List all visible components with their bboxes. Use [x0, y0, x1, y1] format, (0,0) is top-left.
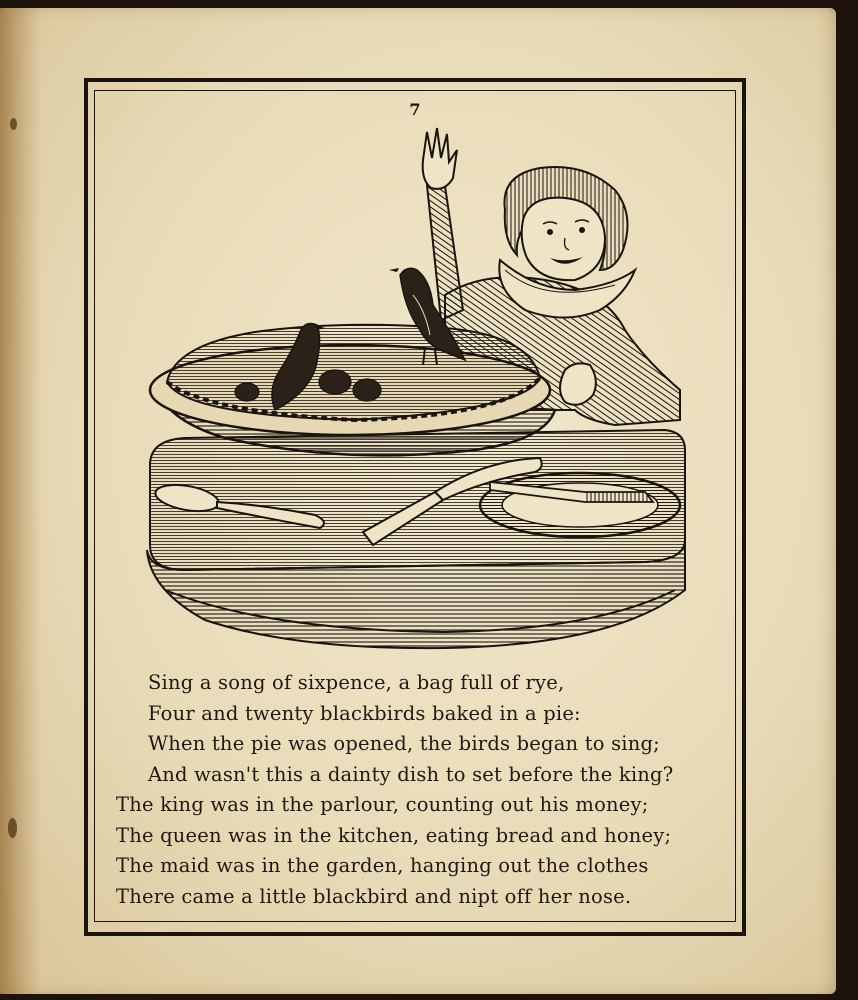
verse-line: The maid was in the garden, hanging out the clothes	[116, 854, 649, 877]
page-number: 7	[409, 100, 421, 119]
spine-stain	[0, 8, 42, 994]
verse-line: Sing a song of sixpence, a bag full of rye,	[148, 671, 565, 694]
verse-line: And wasn't this a dainty dish to set before the king?	[148, 762, 674, 786]
verse-line: There came a little blackbird and nipt off her nose.	[116, 884, 632, 908]
verse-line: When the pie was opened, the birds began to sing;	[148, 732, 660, 755]
ink-spot	[8, 818, 17, 838]
verse-line: The queen was in the kitchen, eating bread and honey;	[116, 823, 672, 847]
plate	[480, 473, 680, 537]
woodcut-illustration	[145, 120, 690, 650]
table	[147, 430, 685, 648]
ink-spot	[10, 118, 17, 130]
verse-line: The king was in the parlour, counting out his money;	[116, 793, 649, 816]
nursery-rhyme-verse	[116, 668, 716, 912]
verse-line: Four and twenty blackbirds baked in a pie:	[148, 701, 581, 725]
